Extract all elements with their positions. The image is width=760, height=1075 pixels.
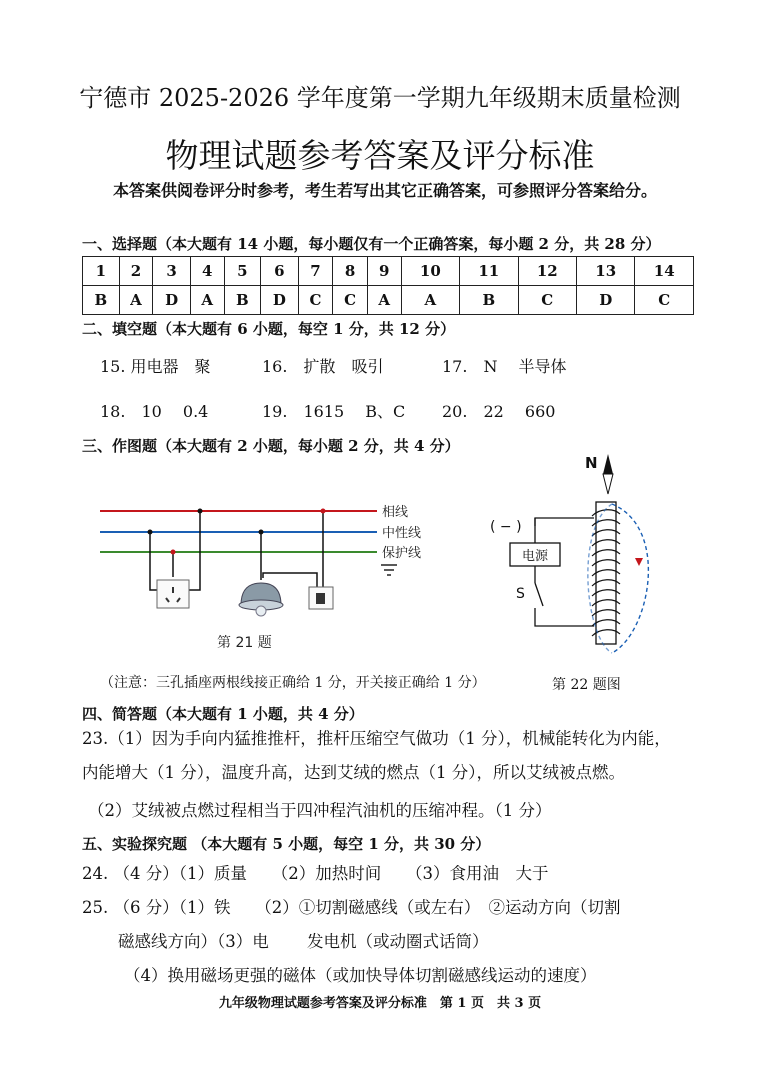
question-number-cell: 14 — [635, 257, 694, 286]
question-number-cell: 7 — [298, 257, 333, 286]
answer-q19: 19. 1615 B、C — [262, 402, 406, 421]
question-number-row — [83, 257, 694, 286]
answer-q25-line2: 磁感线方向）（3）电 发电机（或动圈式话筒） — [118, 932, 489, 951]
power-supply-label: 电源 — [521, 549, 549, 564]
page-footer: 九年级物理试题参考答案及评分标准 第 1 页 共 3 页 — [218, 996, 542, 1011]
live-wire-label: 相线 — [382, 505, 409, 520]
question-number-cell: 9 — [367, 257, 401, 286]
three-pin-socket-icon — [157, 580, 189, 608]
ground-wire-label: 保护线 — [382, 546, 422, 561]
north-label: N — [585, 454, 598, 472]
question-number-cell: 3 — [153, 257, 190, 286]
section3-heading: 三、作图题（本大题有 2 小题，每小题 2 分，共 4 分） — [82, 437, 460, 455]
iron-core — [596, 502, 616, 644]
answer-cell: C — [518, 286, 576, 315]
answer-q23-part1: 23.（1）因为手向内猛推推杆，推杆压缩空气做功（1 分），机械能转化为内能，内能增大（1 分），温度升高，达到艾绒的燃点（1 分），所以艾绒被点燃。 — [82, 729, 671, 782]
question-number-cell: 10 — [401, 257, 459, 286]
answer-cell: C — [333, 286, 368, 315]
question-number-cell: 11 — [460, 257, 518, 286]
answer-cell: A — [367, 286, 401, 315]
lamp-icon — [239, 583, 283, 616]
question-number-cell: 4 — [190, 257, 224, 286]
scoring-note: 本答案供阅卷评分时参考，考生若写出其它正确答案，可参照评分答案给分。 — [112, 181, 657, 200]
neutral-wire-label: 中性线 — [382, 526, 422, 541]
answer-cell: C — [635, 286, 694, 315]
answer-q23-part2: （2）艾绒被点燃过程相当于四冲程汽油机的压缩冲程。（1 分） — [88, 801, 552, 820]
question-number-cell: 13 — [576, 257, 634, 286]
figure-21-scoring-note: （注意：三孔插座两根线接正确给 1 分，开关接正确给 1 分） — [100, 675, 486, 691]
question-number-cell: 6 — [261, 257, 298, 286]
answer-q16: 16. 扩散 吸引 — [262, 357, 384, 376]
switch-s-lever — [535, 583, 543, 606]
answer-q17: 17. N 半导体 — [442, 357, 567, 376]
answer-cell: A — [401, 286, 459, 315]
ground-symbol-icon — [381, 565, 397, 575]
figure-22-electromagnet-diagram — [480, 448, 670, 663]
document-title: 物理试题参考答案及评分标准 — [165, 136, 595, 175]
question-number-cell: 8 — [333, 257, 368, 286]
answer-cell: D — [153, 286, 190, 315]
question-number-cell: 5 — [224, 257, 261, 286]
minus-terminal-label: ( − ) — [490, 519, 522, 535]
question-number-cell: 12 — [518, 257, 576, 286]
answer-q25-line3: （4）换用磁场更强的磁体（或加快导体切割磁感线运动的速度） — [124, 966, 597, 985]
answer-row — [83, 286, 694, 315]
question-number-cell: 2 — [119, 257, 153, 286]
figure-22-caption: 第 22 题图 — [552, 677, 621, 693]
section2-heading: 二、填空题（本大题有 6 小题，每空 1 分，共 12 分） — [82, 320, 456, 338]
answer-q24: 24. （4 分）（1）质量 （2）加热时间 （3）食用油 大于 — [82, 864, 549, 883]
answer-cell: A — [190, 286, 224, 315]
answer-cell: B — [460, 286, 518, 315]
answer-cell: B — [224, 286, 261, 315]
answer-q18: 18. 10 0.4 — [100, 402, 209, 421]
compass-needle-icon — [603, 454, 613, 494]
field-direction-arrow-icon — [635, 558, 643, 566]
answer-q15: 15. 用电器 聚 — [100, 357, 211, 376]
switch-s-label: S — [516, 586, 525, 602]
section4-heading: 四、简答题（本大题有 1 小题，共 4 分） — [82, 705, 364, 723]
answer-cell: D — [576, 286, 634, 315]
section1-heading: 一、选择题（本大题有 14 小题，每小题仅有一个正确答案，每小题 2 分，共 28 分） — [82, 235, 661, 253]
exam-title: 宁德市 2025-2026 学年度第一学期九年级期末质量检测 — [79, 84, 681, 112]
figure-21-wiring-diagram — [95, 495, 445, 655]
switch-icon — [309, 587, 333, 609]
answer-cell: B — [83, 286, 120, 315]
answer-q25-line1: 25. （6 分）（1）铁 （2）①切割磁感线（或左右） ②运动方向（切割 — [82, 898, 621, 917]
magnetic-field-line — [612, 504, 648, 653]
section5-heading: 五、实验探究题 （本大题有 5 小题，每空 1 分，共 30 分） — [82, 835, 491, 853]
answer-q20: 20. 22 660 — [442, 402, 556, 421]
answer-cell: D — [261, 286, 298, 315]
answer-cell: C — [298, 286, 333, 315]
answer-cell: A — [119, 286, 153, 315]
figure-21-caption: 第 21 题 — [217, 635, 272, 651]
choice-answer-table — [82, 256, 694, 315]
question-number-cell: 1 — [83, 257, 120, 286]
